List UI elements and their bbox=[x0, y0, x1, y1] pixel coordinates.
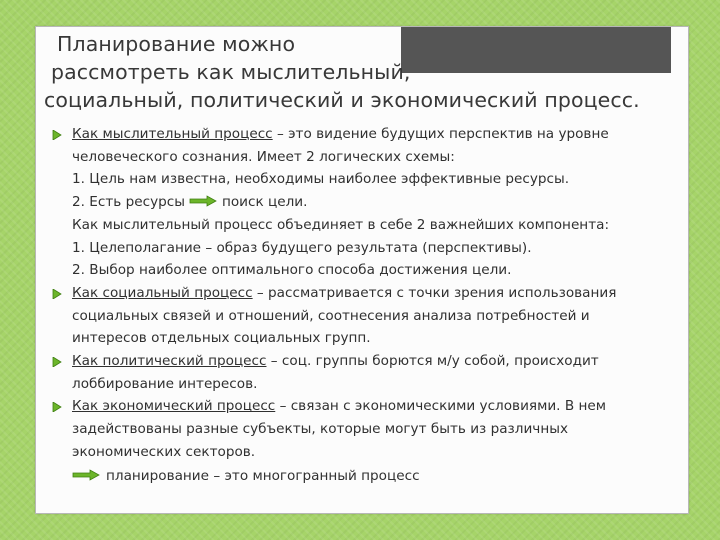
bullet-term: Как экономический процесс bbox=[72, 398, 276, 415]
green-triangle-bullet-icon bbox=[52, 357, 62, 367]
bullet-line: 1. Целеполагание – образ будущего результата (перспективы). bbox=[72, 239, 532, 256]
bullet-thinking-process bbox=[52, 123, 692, 282]
bullet-text: – рассматривается с точки зрения использования bbox=[252, 284, 617, 301]
bullet-line bbox=[72, 395, 692, 418]
right-arrow-icon bbox=[189, 195, 217, 207]
bullet-line: человеческого сознания. Имеет 2 логических схемы: bbox=[72, 148, 455, 165]
scheme-2-left: 2. Есть ресурсы bbox=[72, 194, 185, 211]
right-arrow-icon bbox=[72, 469, 100, 481]
bullet-line: Как мыслительный процесс объединяет в себе 2 важнейших компонента: bbox=[72, 216, 610, 233]
bullet-line bbox=[72, 123, 692, 146]
bullet-line: 2. Выбор наиболее оптимального способа достижения цели. bbox=[72, 262, 512, 279]
green-triangle-bullet-icon bbox=[52, 130, 62, 140]
bullet-line: экономических секторов. bbox=[72, 443, 256, 460]
bullet-term: Как мыслительный процесс bbox=[72, 126, 273, 142]
slide-title bbox=[0, 30, 720, 114]
conclusion-line bbox=[52, 465, 692, 488]
green-triangle-bullet-icon bbox=[52, 289, 62, 299]
bullet-social-process bbox=[52, 282, 692, 350]
bullet-line: лоббирование интересов. bbox=[72, 375, 258, 392]
bullet-text: – связан с экономическими условиями. В нем bbox=[275, 398, 606, 415]
bullet-line: 1. Цель нам известна, необходимы наиболее эффективные ресурсы. bbox=[72, 171, 570, 188]
bullet-line: задействованы разные субъекты, которые могут быть из различных bbox=[72, 421, 568, 438]
conclusion-text: планирование – это многогранный процесс bbox=[106, 467, 420, 484]
bullet-line: социальных связей и отношений, соотнесения анализа потребностей и bbox=[72, 307, 590, 324]
bullet-line bbox=[72, 350, 692, 373]
bullet-economic-process bbox=[52, 395, 692, 463]
bullet-line: интересов отдельных социальных групп. bbox=[72, 330, 371, 347]
bullet-term: Как социальный процесс bbox=[72, 284, 253, 301]
content-body bbox=[52, 123, 692, 487]
bullet-text: – соц. группы борются м/у собой, происходит bbox=[266, 353, 599, 370]
bullet-line-scheme-2 bbox=[72, 191, 692, 214]
title-line-3: социальный, политический и экономический процесс. bbox=[44, 88, 640, 112]
bullet-term: Как политический процесс bbox=[72, 353, 267, 370]
bullet-political-process bbox=[52, 350, 692, 395]
green-triangle-bullet-icon bbox=[52, 402, 62, 412]
scheme-2-right: поиск цели. bbox=[221, 194, 308, 211]
bullet-text: – это видение будущих перспектив на уровне bbox=[272, 126, 609, 142]
bullet-line bbox=[72, 282, 692, 305]
title-line-1: Планирование можно bbox=[57, 32, 296, 56]
title-line-2: рассмотреть как мыслительный, bbox=[51, 60, 411, 84]
